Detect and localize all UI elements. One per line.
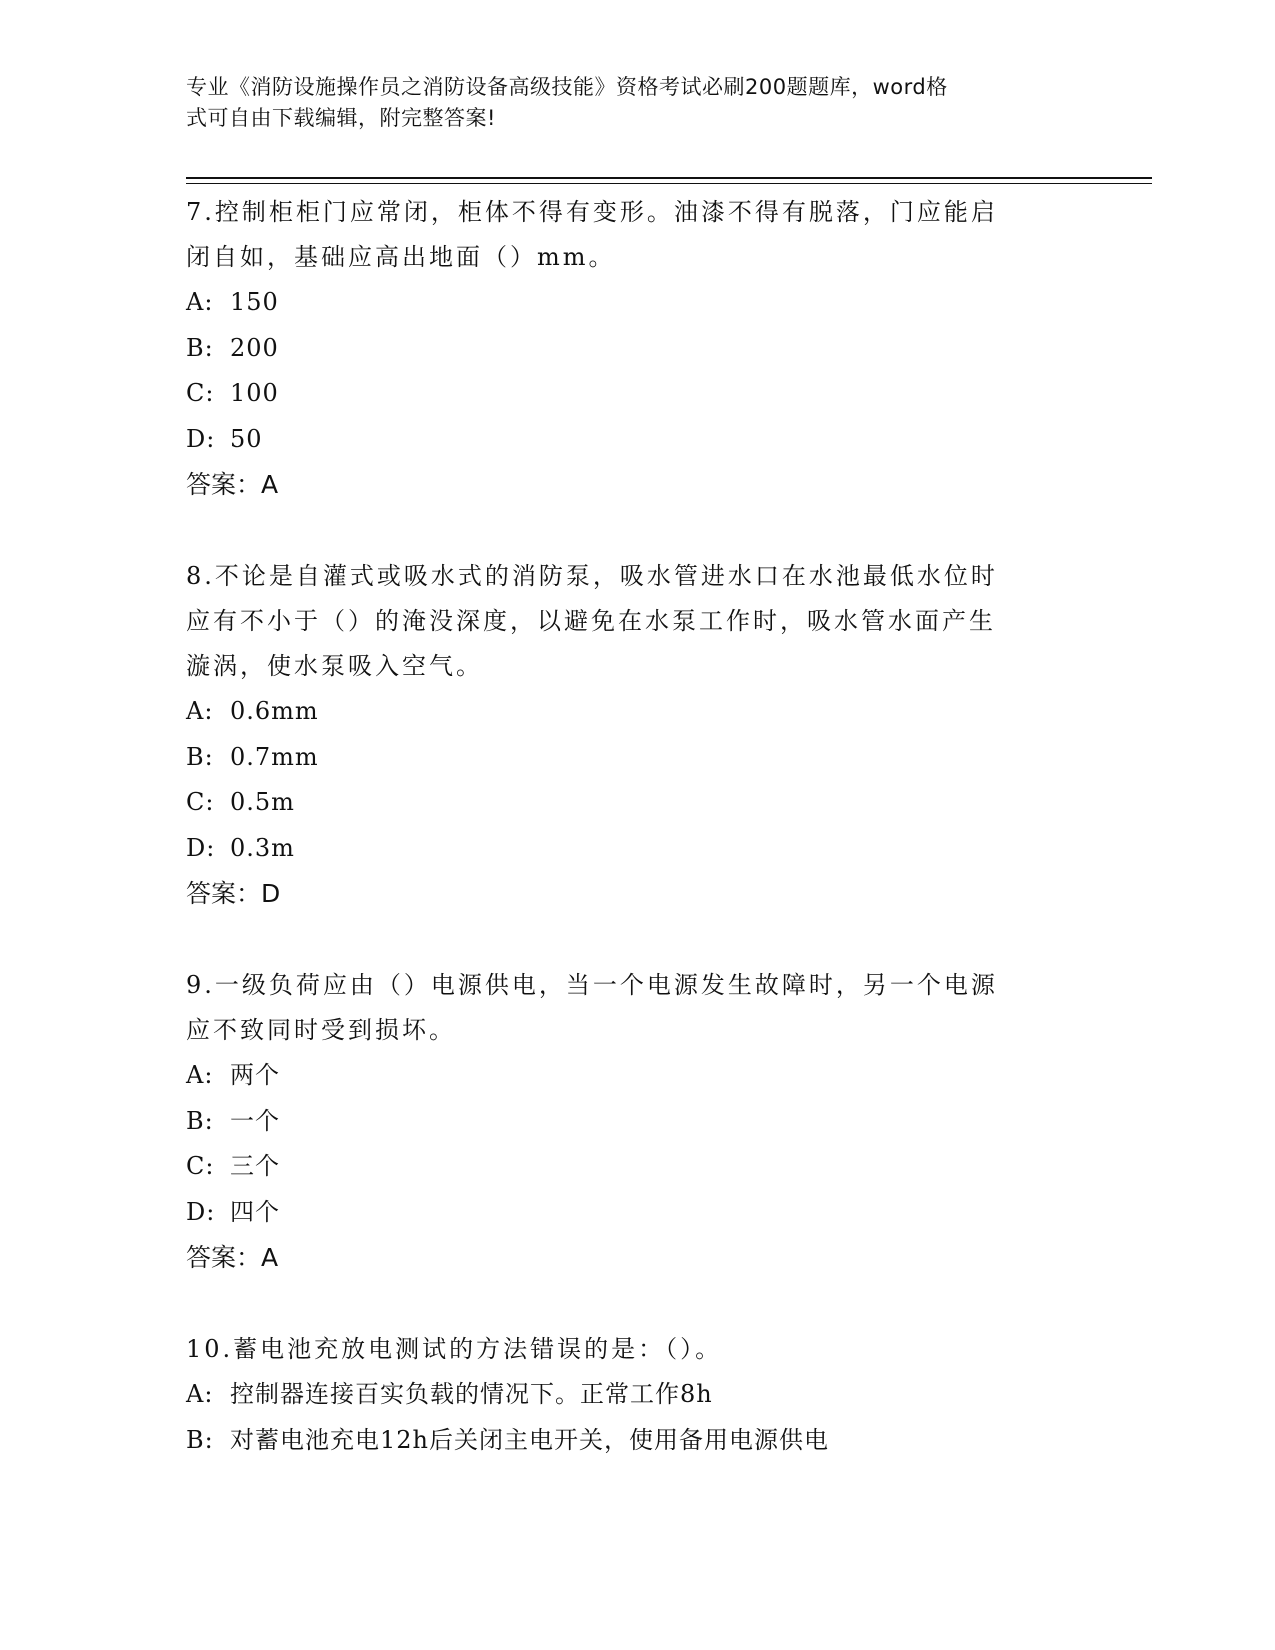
document-header — [186, 72, 1066, 134]
option-text: 150 — [230, 288, 279, 316]
answer-option — [186, 826, 1066, 872]
option-key: C: — [186, 379, 215, 407]
question-list — [186, 190, 1066, 1463]
question-text-line: 应有不小于（）的淹没深度，以避免在水泵工作时，吸水管水面产生 — [186, 607, 996, 635]
option-key: B: — [186, 1425, 214, 1454]
answer-option — [186, 1418, 1066, 1464]
option-key: C: — [186, 788, 215, 816]
answer-option — [186, 371, 1066, 417]
answer-line: 答案：A — [186, 470, 279, 499]
option-text: 200 — [230, 333, 279, 362]
header-divider-thin — [186, 183, 1152, 184]
question-text-line: 8.不论是自灌式或吸水式的消防泵，吸水管进水口在水池最低水位时 — [186, 562, 998, 590]
option-text: 0.3m — [230, 833, 295, 862]
answer-option — [186, 1372, 1066, 1418]
option-text: 50 — [230, 424, 263, 453]
option-text: 0.7mm — [230, 742, 319, 771]
option-text: 一个 — [230, 1106, 280, 1135]
option-text: 0.5m — [230, 788, 295, 816]
option-text: 三个 — [230, 1152, 280, 1180]
question-block — [186, 554, 1066, 963]
answer-option — [186, 280, 1066, 326]
question-text-line: 漩涡，使水泵吸入空气。 — [186, 652, 483, 680]
option-key: D: — [186, 424, 216, 453]
option-key: D: — [186, 833, 216, 862]
question-text-line: 10.蓄电池充放电测试的方法错误的是：（）。 — [186, 1335, 723, 1363]
answer-option — [186, 689, 1066, 735]
question-block — [186, 1327, 1066, 1463]
option-key: B: — [186, 742, 214, 771]
header-line-1: 专业《消防设施操作员之消防设备高级技能》资格考试必刷200题题库，word格 — [186, 75, 948, 99]
option-key: A: — [186, 1061, 214, 1089]
option-text: 四个 — [230, 1197, 280, 1226]
header-divider-thick — [186, 177, 1152, 179]
answer-option — [186, 780, 1066, 826]
answer-option — [186, 326, 1066, 372]
answer-option — [186, 417, 1066, 463]
answer-line: 答案：A — [186, 1243, 279, 1272]
option-key: C: — [186, 1152, 215, 1180]
option-text: 控制器连接百实负载的情况下。正常工作8h — [230, 1380, 713, 1408]
header-line-2: 式可自由下载编辑，附完整答案! — [186, 106, 496, 130]
option-key: A: — [186, 697, 214, 725]
option-key: B: — [186, 333, 214, 362]
question-text-line: 7.控制柜柜门应常闭，柜体不得有变形。油漆不得有脱落，门应能启 — [186, 198, 998, 226]
option-key: A: — [186, 1380, 214, 1408]
question-block — [186, 190, 1066, 554]
option-text: 0.6mm — [230, 697, 319, 725]
question-text-line: 应不致同时受到损坏。 — [186, 1016, 456, 1044]
option-text: 100 — [230, 379, 279, 407]
option-key: A: — [186, 288, 214, 316]
option-text: 两个 — [230, 1061, 280, 1089]
answer-option — [186, 735, 1066, 781]
question-block — [186, 963, 1066, 1327]
question-spacer — [186, 1280, 1066, 1327]
question-spacer — [186, 916, 1066, 963]
answer-line: 答案：D — [186, 879, 281, 908]
answer-option — [186, 1053, 1066, 1099]
question-spacer — [186, 507, 1066, 554]
answer-option — [186, 1190, 1066, 1236]
answer-option — [186, 1144, 1066, 1190]
option-key: D: — [186, 1197, 216, 1226]
question-text-line: 9.一级负荷应由（）电源供电，当一个电源发生故障时，另一个电源 — [186, 971, 998, 999]
answer-option — [186, 1099, 1066, 1145]
option-key: B: — [186, 1106, 214, 1135]
option-text: 对蓄电池充电12h后关闭主电开关，使用备用电源供电 — [230, 1425, 829, 1454]
question-text-line: 闭自如，基础应高出地面（）mm。 — [186, 243, 616, 271]
